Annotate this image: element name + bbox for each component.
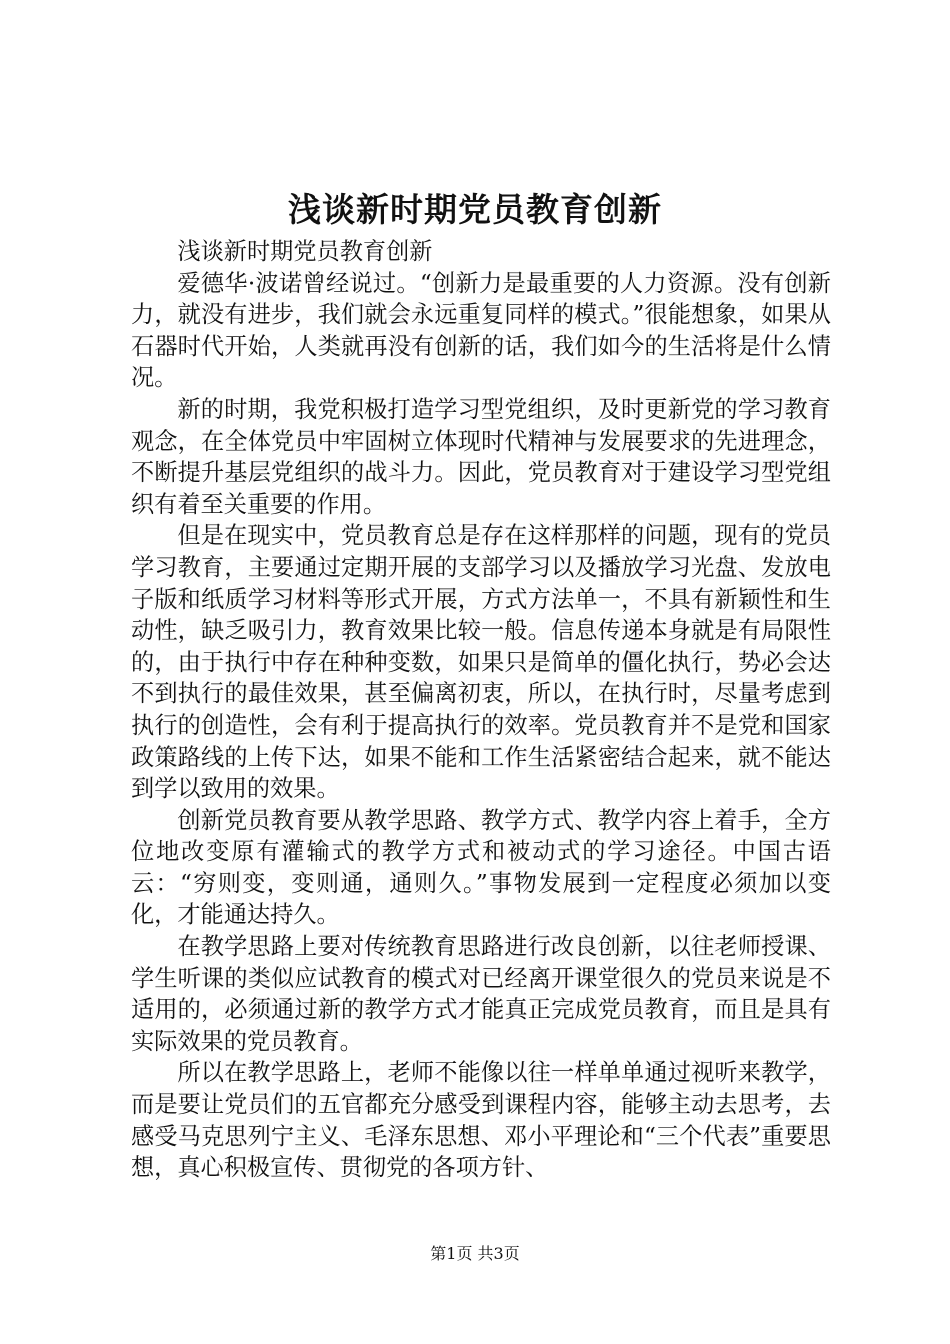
page-title: 浅谈新时期党员教育创新 xyxy=(288,190,662,229)
paragraph: 但是在现实中，党员教育总是存在这样那样的问题，现有的党员学习教育，主要通过定期开展的支部学习以及播放学习光盘、发放电子版和纸质学习材料等形式开展，方式方法单一，不具有新颖性和生动性，缺乏吸引力，教育效果比较一般。信息传递本身就是有局限性的，由于执行中存在种种变数，如果只是简单的僵化执行，势必会达不到执行的最佳效果，甚至偏离初衷，所以，在执行时，尽量考虑到执行的创造性，会有利于提高执行的效率。党员教育并不是党和国家政策路线的上传下达，如果不能和工作生活紧密结合起来，就不能达到学以致用的效果。 xyxy=(131,522,831,803)
paragraph: 在教学思路上要对传统教育思路进行改良创新，以往老师授课、学生听课的类似应试教育的模式对已经离开课堂很久的党员来说是不适用的，必须通过新的教学方式才能真正完成党员教育，而且是具有实际效果的党员教育。 xyxy=(131,933,831,1055)
document-body xyxy=(131,236,831,1184)
paragraph: 浅谈新时期党员教育创新 xyxy=(177,238,433,265)
page-number-footer: 第1页 共3页 xyxy=(430,1244,520,1263)
paragraph: 新的时期，我党积极打造学习型党组织，及时更新党的学习教育观念，在全体党员中牢固树立体现时代精神与发展要求的先进理念，不断提升基层党组织的战斗力。因此，党员教育对于建设学习型党组织有着至关重要的作用。 xyxy=(131,395,831,518)
paragraph: 所以在教学思路上，老师不能像以往一样单单通过视听来教学，而是要让党员们的五官都充分感受到课程内容，能够主动去思考，去感受马克思列宁主义、毛泽东思想、邓小平理论和“三个代表”重要思想，真心积极宣传、贯彻党的各项方针、 xyxy=(131,1059,831,1182)
paragraph: 创新党员教育要从教学思路、教学方式、教学内容上着手，全方位地改变原有灌输式的教学方式和被动式的学习途径。中国古语云：“穷则变，变则通，通则久。”事物发展到一定程度必须加以变化，才能通达持久。 xyxy=(131,806,831,929)
paragraph: 爱德华·波诺曾经说过。“创新力是最重要的人力资源。没有创新力，就没有进步，我们就会永远重复同样的模式。”很能想象，如果从石器时代开始，人类就再没有创新的话，我们如今的生活将是什么情况。 xyxy=(131,269,831,392)
